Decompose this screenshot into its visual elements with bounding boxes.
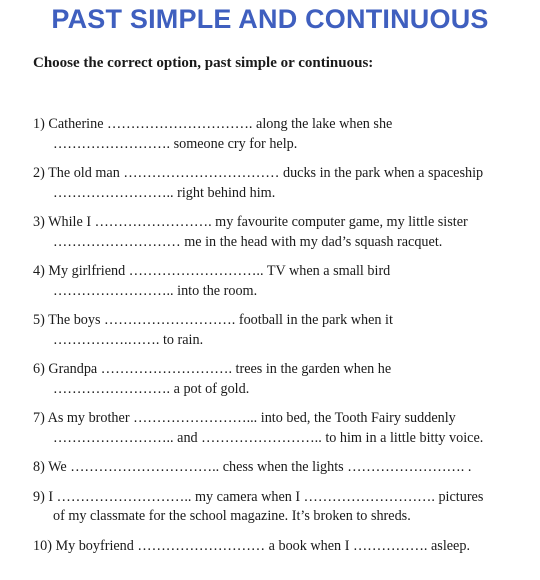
item-3-line-2: ……………………… me in the head with my dad’s squash racquet. — [53, 233, 443, 250]
item-2-line-2: …………………….. right behind him. — [53, 184, 276, 201]
item-3-line-1: 3) While I ……………………. my favourite computer game, my little sister — [33, 214, 468, 230]
item-6-line-1: 6) Grandpa ………………………. trees in the garden when he — [33, 361, 392, 377]
exercise-item-5 — [33, 311, 533, 350]
item-4-line-1: 4) My girlfriend ……………………….. TV when a small bird — [33, 263, 391, 279]
page-title: PAST SIMPLE AND CONTINUOUS — [51, 4, 489, 34]
item-9-line-2: of my classmate for the school magazine. It’s broken to shreds. — [53, 508, 411, 524]
item-10-line-1: 10) My boyfriend ……………………… a book when I ……………. asleep. — [33, 537, 470, 554]
exercise-item-6 — [33, 360, 533, 399]
exercise-item-10 — [33, 537, 533, 557]
item-5-line-2: …………….……. to rain. — [53, 331, 204, 348]
item-9-line-1: 9) I ……………………….. my camera when I ………………………. pictures — [33, 488, 484, 505]
item-2-line-1: 2) The old man …………………………… ducks in the park when a spaceship — [33, 165, 484, 181]
instructions: Choose the correct option, past simple or continuous: — [33, 55, 374, 71]
exercise-item-7 — [33, 409, 533, 448]
item-4-line-2: …………………….. into the room. — [53, 282, 258, 299]
exercise-list — [33, 115, 533, 566]
item-6-line-2: ……………………. a pot of gold. — [53, 380, 250, 397]
item-1-line-2: ……………………. someone cry for help. — [53, 135, 298, 152]
exercise-item-4 — [33, 262, 533, 301]
exercise-item-1 — [33, 115, 533, 154]
item-7-line-1: 7) As my brother ……………………... into bed, the Tooth Fairy suddenly — [33, 410, 456, 426]
item-7-line-2: …………………….. and …………………….. to him in a little bitty voice. — [53, 429, 484, 446]
exercise-item-9 — [33, 488, 533, 527]
item-8-line-1: 8) We ………………………….. chess when the lights ……………………. . — [33, 459, 472, 475]
exercise-item-3 — [33, 213, 533, 252]
item-1-line-1: 1) Catherine …………………………. along the lake when she — [33, 116, 393, 132]
item-5-line-1: 5) The boys ………………………. football in the park when it — [33, 312, 393, 328]
exercise-item-8 — [33, 458, 533, 478]
exercise-item-2 — [33, 164, 533, 203]
